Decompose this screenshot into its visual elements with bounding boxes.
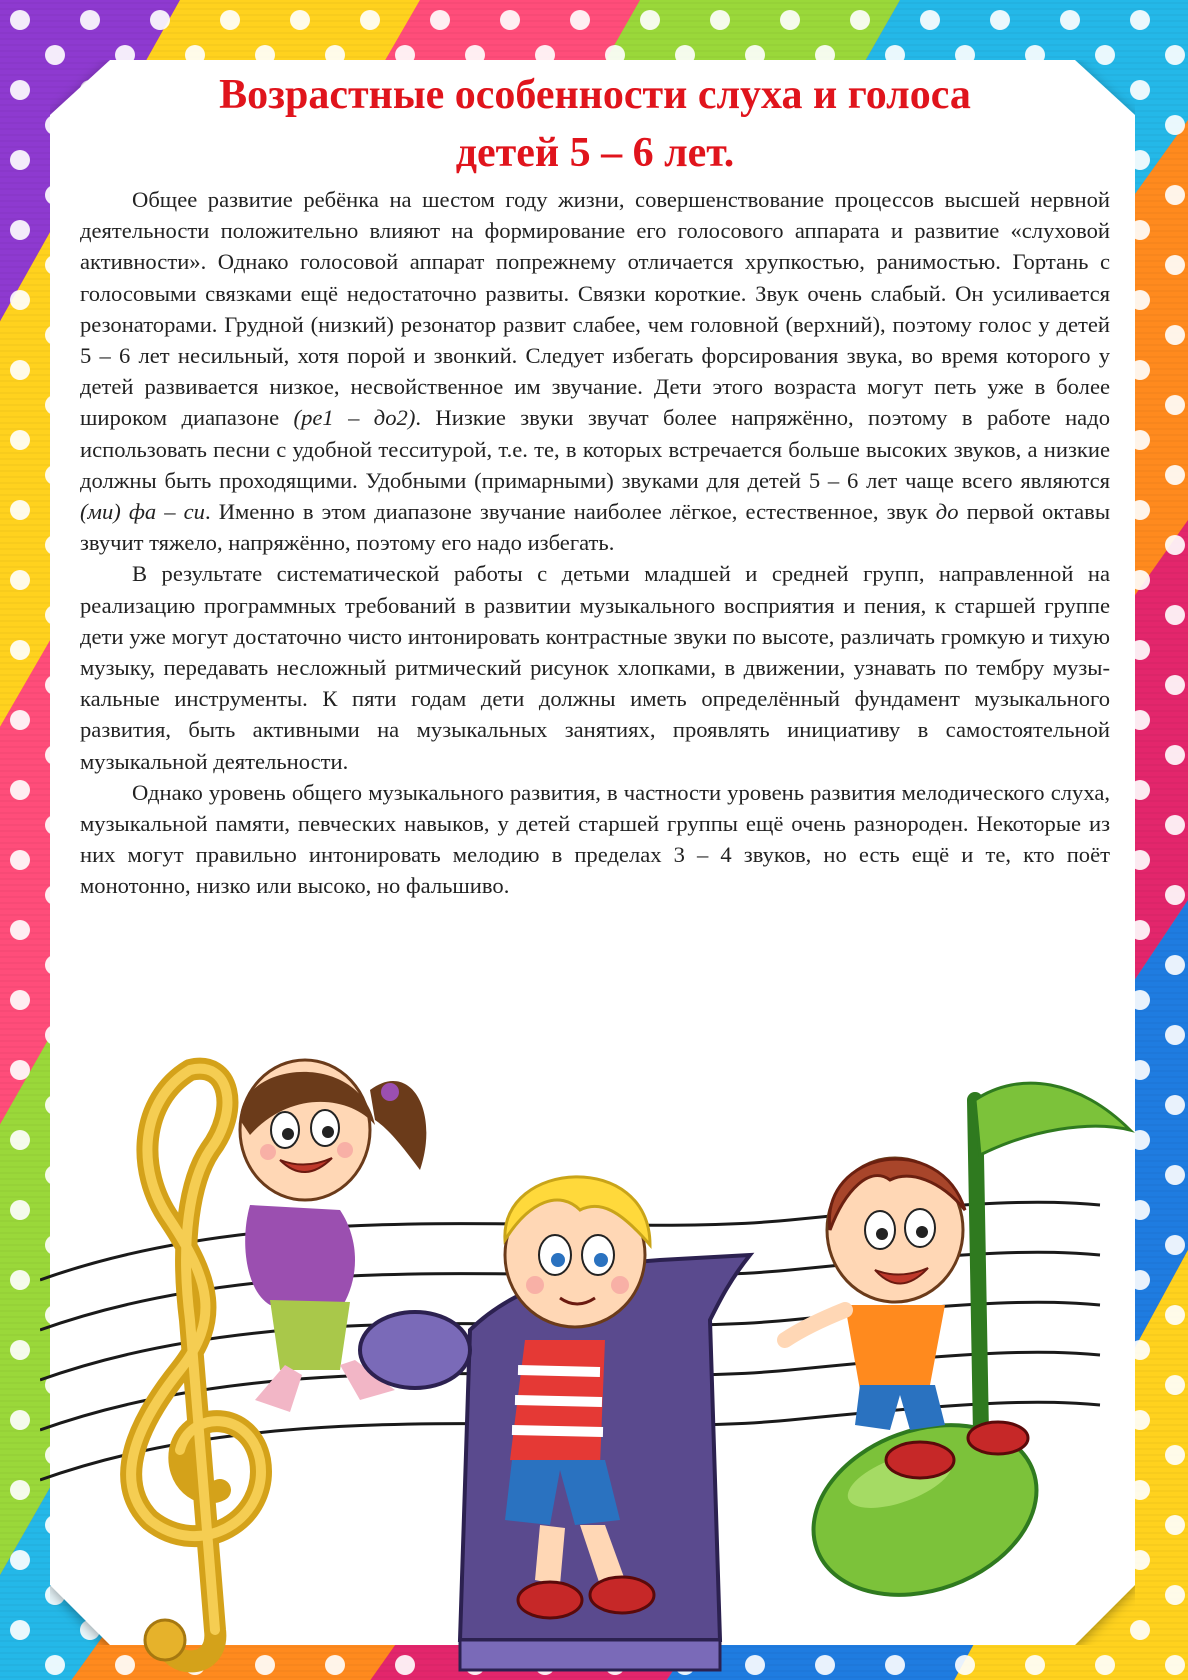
paragraph-run: . Низкие звуки звучат более напряжённо, поэтому в работе надо использовать песни с удобной тесситурой, т.е. те, в которых встречается больше высоких звуков, а низкие должны быть проходящими. Удобными (примарными) звуками для детей 5 – 6 лет чаще всего являются <box>80 405 1110 493</box>
page-title <box>80 66 1110 182</box>
paragraph-run: В результате систематической работы с детьми младшей и средней групп, направленной на реализацию программных требований в развитии музыкального восприятия и пения, к старшей группе дети уже могут достаточно чисто интонировать контрастные звуки по высоте, различать громкую и тихую музыку, передавать несложный ритмический рисунок хлопками, в движении, узнавать по тембру музыкальные инструменты. К пяти годам дети должны иметь определённый фундамент музыкального развития, быть активными на музыкальных занятиях, проявлять инициативу в самостоятельной музыкальной деятельности. <box>80 561 1110 774</box>
paragraph-run: Общее развитие ребёнка на шестом году жизни, совершенствование процессов высшей нервной деятельности положительно влияют на формирование его голосового аппарата и развитие «слуховой активности». Однако голосовой аппарат попрежнему отличается хрупкостью, ранимостью. Гортань с голосовыми связками ещё недостаточно развиты. Связки короткие. Звук очень слабый. Он усиливается резонаторами. Грудной (низкий) резонатор развит слабее, чем головной (верхний), поэтому голос у детей 5 – 6 лет несильный, хотя порой и звонкий. Следует избегать форсирования звука, во время которого у детей развивается низкое, несвойственное им звучание. Дети этого возраста могут петь уже в более широком диапазоне <box>80 187 1110 431</box>
paragraph-run: . Именно в этом диапазоне звучание наиболее лёгкое, естественное, звук <box>204 499 936 525</box>
title-line-2: детей 5 – 6 лет. <box>455 130 735 176</box>
paragraph-italic-run: (ре1 – до2) <box>293 405 416 431</box>
paragraph <box>80 184 1110 558</box>
music-illustration <box>40 1040 1140 1680</box>
body-text <box>80 184 1110 902</box>
paragraph <box>80 558 1110 776</box>
paragraph-run: Однако уровень общего музыкального развития, в частности уровень развития мелодического слуха, музыкальной памяти, певческих навыков, у детей старшей группы ещё очень разнороден. Некоторые из них могут правильно интонировать мелодию в пределах 3 – 4 звуков, но есть ещё и те, кто поёт монотонно, низко или высоко, но фальшиво. <box>80 779 1110 899</box>
paragraph-italic-run: до <box>935 499 959 525</box>
title-line-1: Возрастные особенности слуха и голоса <box>219 72 971 118</box>
paragraph <box>80 777 1110 902</box>
paragraph-run: первой октавы звучит тяжело, напряжённо, поэтому его надо избегать. <box>80 499 1110 556</box>
article <box>80 66 1110 902</box>
paragraph-italic-run: (ми) фа – си <box>80 499 205 525</box>
treble-clef-icon <box>131 1069 261 1662</box>
